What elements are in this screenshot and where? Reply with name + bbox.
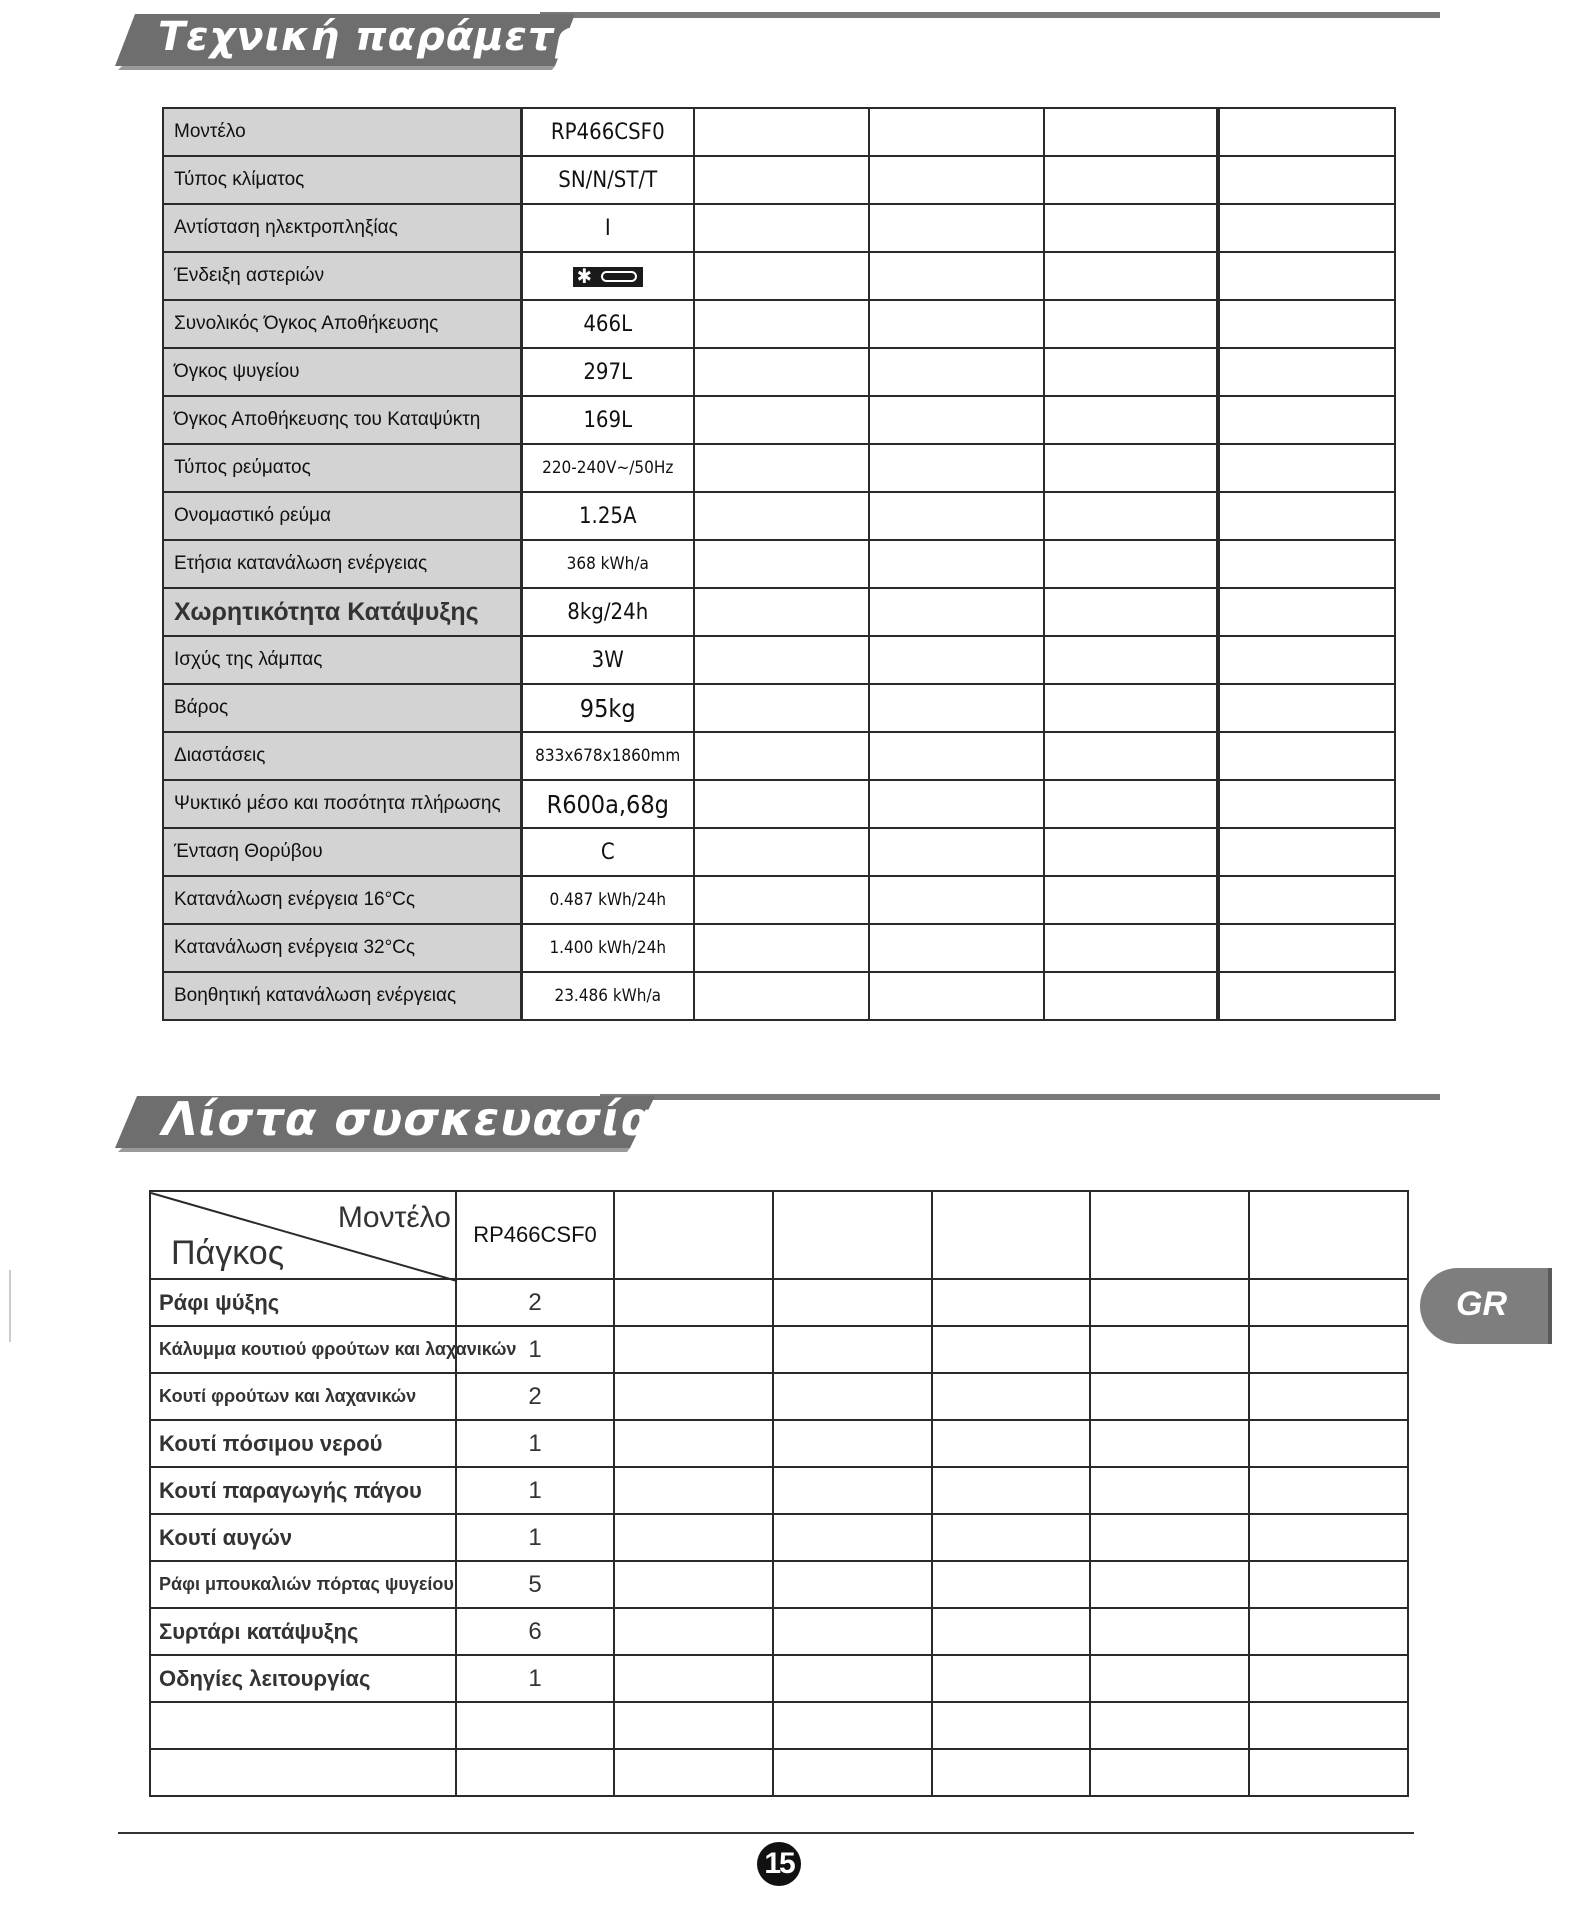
empty-cell bbox=[1218, 972, 1395, 1020]
packing-item-label bbox=[150, 1702, 456, 1749]
empty-cell bbox=[1218, 396, 1395, 444]
empty-cell bbox=[694, 108, 869, 156]
header-model-value: RP466CSF0 bbox=[456, 1191, 614, 1279]
empty-cell bbox=[773, 1420, 932, 1467]
empty-cell bbox=[932, 1467, 1090, 1514]
empty-cell bbox=[1090, 1326, 1249, 1373]
diagonal-header-cell bbox=[150, 1191, 456, 1279]
empty-cell bbox=[869, 156, 1044, 204]
packing-item-quantity: 1 bbox=[456, 1326, 614, 1373]
empty-cell bbox=[773, 1561, 932, 1608]
spec-row bbox=[163, 348, 1395, 396]
empty-cell bbox=[773, 1467, 932, 1514]
empty-cell bbox=[869, 732, 1044, 780]
empty-cell bbox=[932, 1326, 1090, 1373]
empty-cell bbox=[932, 1420, 1090, 1467]
empty-cell bbox=[1249, 1561, 1408, 1608]
packing-item-quantity: 5 bbox=[456, 1561, 614, 1608]
empty-cell bbox=[869, 348, 1044, 396]
empty-cell bbox=[1044, 876, 1218, 924]
empty-cell bbox=[1044, 588, 1218, 636]
empty-cell bbox=[773, 1749, 932, 1796]
empty-cell bbox=[1218, 108, 1395, 156]
packing-item-quantity: 2 bbox=[456, 1279, 614, 1326]
empty-cell bbox=[694, 300, 869, 348]
empty-cell bbox=[869, 300, 1044, 348]
packing-item-label: Κουτί φρούτων και λαχανικών bbox=[150, 1373, 456, 1420]
packing-item-label: Κουτί αυγών bbox=[150, 1514, 456, 1561]
technical-title: Τεχνική παράμετρος bbox=[158, 14, 638, 60]
empty-cell bbox=[1218, 156, 1395, 204]
empty-cell bbox=[932, 1373, 1090, 1420]
spec-label: Συνολικός Όγκος Αποθήκευσης bbox=[163, 300, 521, 348]
spec-value: SN/N/ST/T bbox=[521, 156, 694, 204]
empty-cell bbox=[1090, 1655, 1249, 1702]
empty-cell bbox=[694, 252, 869, 300]
spec-row bbox=[163, 300, 1395, 348]
empty-cell bbox=[1044, 108, 1218, 156]
empty-cell bbox=[614, 1279, 773, 1326]
spec-label: Τύπος κλίματος bbox=[163, 156, 521, 204]
spec-value: 1.400 kWh/24h bbox=[521, 924, 694, 972]
empty-cell bbox=[694, 204, 869, 252]
packing-item-label: Κουτί πόσιμου νερού bbox=[150, 1420, 456, 1467]
spec-label: Ονομαστικό ρεύμα bbox=[163, 492, 521, 540]
empty-cell bbox=[1090, 1702, 1249, 1749]
spec-label: Αντίσταση ηλεκτροπληξίας bbox=[163, 204, 521, 252]
empty-cell bbox=[1249, 1373, 1408, 1420]
spec-label: Κατανάλωση ενέργεια 32°Cς bbox=[163, 924, 521, 972]
empty-cell bbox=[694, 588, 869, 636]
spec-label: Κατανάλωση ενέργεια 16°Cς bbox=[163, 876, 521, 924]
empty-cell bbox=[1249, 1608, 1408, 1655]
spec-value: I bbox=[521, 204, 694, 252]
empty-cell bbox=[1249, 1655, 1408, 1702]
empty-cell bbox=[1090, 1420, 1249, 1467]
empty-cell bbox=[614, 1420, 773, 1467]
language-tab bbox=[1420, 1268, 1550, 1344]
empty-cell bbox=[614, 1561, 773, 1608]
empty-cell bbox=[932, 1608, 1090, 1655]
spec-value: R600a,68g bbox=[521, 780, 694, 828]
spec-value: 0.487 kWh/24h bbox=[521, 876, 694, 924]
packing-item-quantity bbox=[456, 1749, 614, 1796]
empty-cell bbox=[1218, 540, 1395, 588]
empty-cell bbox=[869, 492, 1044, 540]
empty-cell bbox=[614, 1326, 773, 1373]
empty-cell bbox=[694, 828, 869, 876]
empty-cell bbox=[869, 588, 1044, 636]
language-tab-label: GR bbox=[1456, 1285, 1507, 1323]
empty-cell bbox=[614, 1373, 773, 1420]
empty-cell bbox=[1249, 1514, 1408, 1561]
spec-row bbox=[163, 252, 1395, 300]
spec-value: 833x678x1860mm bbox=[521, 732, 694, 780]
packing-header-row bbox=[150, 1191, 1408, 1279]
spec-label: Διαστάσεις bbox=[163, 732, 521, 780]
empty-cell bbox=[1218, 492, 1395, 540]
packing-title: Λίστα συσκευασίας bbox=[162, 1092, 682, 1146]
empty-cell bbox=[614, 1608, 773, 1655]
empty-cell bbox=[1090, 1373, 1249, 1420]
empty-cell bbox=[1090, 1561, 1249, 1608]
empty-cell bbox=[869, 780, 1044, 828]
empty-cell bbox=[869, 636, 1044, 684]
empty-cell bbox=[1044, 540, 1218, 588]
empty-cell bbox=[1044, 444, 1218, 492]
spec-label: Βοηθητική κατανάλωση ενέργειας bbox=[163, 972, 521, 1020]
empty-cell bbox=[869, 924, 1044, 972]
spec-row bbox=[163, 588, 1395, 636]
empty-cell bbox=[614, 1467, 773, 1514]
empty-cell bbox=[1249, 1326, 1408, 1373]
spec-value: 169L bbox=[521, 396, 694, 444]
empty-cell bbox=[1044, 828, 1218, 876]
spec-label: Ένδειξη αστεριών bbox=[163, 252, 521, 300]
packing-row bbox=[150, 1608, 1408, 1655]
empty-cell bbox=[869, 444, 1044, 492]
spec-label: Ένταση Θορύβου bbox=[163, 828, 521, 876]
empty-cell bbox=[1090, 1514, 1249, 1561]
packing-row bbox=[150, 1373, 1408, 1420]
spec-value: 23.486 kWh/a bbox=[521, 972, 694, 1020]
empty-cell bbox=[932, 1702, 1090, 1749]
spec-row bbox=[163, 828, 1395, 876]
spec-value: 220-240V~/50Hz bbox=[521, 444, 694, 492]
empty-cell bbox=[694, 780, 869, 828]
packing-row bbox=[150, 1702, 1408, 1749]
empty-cell bbox=[1218, 924, 1395, 972]
empty-cell bbox=[1044, 204, 1218, 252]
empty-cell bbox=[1044, 252, 1218, 300]
packing-row bbox=[150, 1749, 1408, 1796]
spec-value: 297L bbox=[521, 348, 694, 396]
empty-cell bbox=[694, 444, 869, 492]
empty-cell bbox=[694, 492, 869, 540]
empty-cell bbox=[614, 1191, 773, 1279]
empty-cell bbox=[1044, 396, 1218, 444]
packing-list-table bbox=[149, 1190, 1409, 1797]
packing-item-quantity: 1 bbox=[456, 1514, 614, 1561]
empty-cell bbox=[694, 348, 869, 396]
empty-cell bbox=[1044, 300, 1218, 348]
page-number: 15 bbox=[757, 1842, 801, 1886]
header-model-label: Μοντέλο bbox=[337, 1201, 451, 1234]
empty-cell bbox=[1218, 252, 1395, 300]
spec-label: Ετήσια κατανάλωση ενέργειας bbox=[163, 540, 521, 588]
packing-row bbox=[150, 1420, 1408, 1467]
empty-cell bbox=[694, 732, 869, 780]
packing-row bbox=[150, 1326, 1408, 1373]
empty-cell bbox=[694, 972, 869, 1020]
empty-cell bbox=[614, 1655, 773, 1702]
spec-label: Ψυκτικό μέσο και ποσότητα πλήρωσης bbox=[163, 780, 521, 828]
empty-cell bbox=[1249, 1467, 1408, 1514]
empty-cell bbox=[932, 1279, 1090, 1326]
spec-label: Τύπος ρεύματος bbox=[163, 444, 521, 492]
packing-item-quantity: 1 bbox=[456, 1467, 614, 1514]
spec-row bbox=[163, 204, 1395, 252]
packing-row bbox=[150, 1279, 1408, 1326]
spec-row bbox=[163, 780, 1395, 828]
empty-cell bbox=[869, 540, 1044, 588]
empty-cell bbox=[1044, 780, 1218, 828]
header-item-label: Πάγκος bbox=[171, 1234, 285, 1272]
freezer-star-rating-icon: ✱ bbox=[573, 267, 643, 287]
empty-cell bbox=[1044, 348, 1218, 396]
spec-row bbox=[163, 156, 1395, 204]
spec-row bbox=[163, 396, 1395, 444]
empty-cell bbox=[932, 1749, 1090, 1796]
empty-cell bbox=[1218, 204, 1395, 252]
spec-row bbox=[163, 636, 1395, 684]
packing-item-label: Συρτάρι κατάψυξης bbox=[150, 1608, 456, 1655]
empty-cell bbox=[1249, 1702, 1408, 1749]
empty-cell bbox=[773, 1514, 932, 1561]
empty-cell bbox=[1218, 636, 1395, 684]
spec-value: 8kg/24h bbox=[521, 588, 694, 636]
packing-item-quantity: 1 bbox=[456, 1655, 614, 1702]
spec-label: Χωρητικότητα Κατάψυξης bbox=[163, 588, 521, 636]
empty-cell bbox=[614, 1702, 773, 1749]
spec-row bbox=[163, 684, 1395, 732]
spec-row bbox=[163, 876, 1395, 924]
section-header-packing bbox=[0, 1088, 1578, 1168]
spec-value: 368 kWh/a bbox=[521, 540, 694, 588]
spec-label: Μοντέλο bbox=[163, 108, 521, 156]
margin-mark bbox=[9, 1270, 11, 1342]
empty-cell bbox=[1044, 492, 1218, 540]
spec-row bbox=[163, 492, 1395, 540]
packing-row bbox=[150, 1655, 1408, 1702]
empty-cell bbox=[869, 828, 1044, 876]
empty-cell bbox=[1218, 876, 1395, 924]
packing-item-quantity: 1 bbox=[456, 1420, 614, 1467]
empty-cell bbox=[773, 1655, 932, 1702]
empty-cell bbox=[1218, 828, 1395, 876]
spec-value: 3W bbox=[521, 636, 694, 684]
empty-cell bbox=[773, 1326, 932, 1373]
empty-cell bbox=[1090, 1467, 1249, 1514]
technical-spec-table bbox=[162, 107, 1396, 1021]
empty-cell bbox=[1218, 732, 1395, 780]
footer-rule bbox=[118, 1832, 1414, 1834]
empty-cell bbox=[1044, 924, 1218, 972]
empty-cell bbox=[932, 1514, 1090, 1561]
empty-cell bbox=[1218, 348, 1395, 396]
spec-row bbox=[163, 732, 1395, 780]
spec-row bbox=[163, 444, 1395, 492]
empty-cell bbox=[694, 684, 869, 732]
spec-value: RP466CSF0 bbox=[521, 108, 694, 156]
spec-label: Όγκος ψυγείου bbox=[163, 348, 521, 396]
empty-cell bbox=[1218, 588, 1395, 636]
empty-cell bbox=[1090, 1608, 1249, 1655]
packing-item-label bbox=[150, 1749, 456, 1796]
empty-cell bbox=[1249, 1420, 1408, 1467]
empty-cell bbox=[1249, 1279, 1408, 1326]
spec-label: Βάρος bbox=[163, 684, 521, 732]
empty-cell bbox=[1218, 300, 1395, 348]
spec-row bbox=[163, 540, 1395, 588]
empty-cell bbox=[694, 876, 869, 924]
empty-cell bbox=[614, 1749, 773, 1796]
empty-cell bbox=[869, 876, 1044, 924]
empty-cell bbox=[773, 1608, 932, 1655]
packing-item-label: Κάλυμμα κουτιού φρούτων και λαχανικών bbox=[150, 1326, 456, 1373]
empty-cell bbox=[1044, 732, 1218, 780]
empty-cell bbox=[932, 1655, 1090, 1702]
empty-cell bbox=[869, 252, 1044, 300]
packing-row bbox=[150, 1514, 1408, 1561]
spec-value: 1.25A bbox=[521, 492, 694, 540]
spec-row bbox=[163, 972, 1395, 1020]
empty-cell bbox=[932, 1191, 1090, 1279]
empty-cell bbox=[694, 924, 869, 972]
empty-cell bbox=[869, 972, 1044, 1020]
empty-cell bbox=[869, 684, 1044, 732]
spec-row bbox=[163, 924, 1395, 972]
packing-item-quantity bbox=[456, 1702, 614, 1749]
packing-item-label: Κουτί παραγωγής πάγου bbox=[150, 1467, 456, 1514]
empty-cell bbox=[694, 540, 869, 588]
empty-cell bbox=[869, 396, 1044, 444]
packing-item-quantity: 6 bbox=[456, 1608, 614, 1655]
packing-item-quantity: 2 bbox=[456, 1373, 614, 1420]
spec-value: 466L bbox=[521, 300, 694, 348]
empty-cell bbox=[1249, 1749, 1408, 1796]
spec-value: C bbox=[521, 828, 694, 876]
empty-cell bbox=[1090, 1279, 1249, 1326]
empty-cell bbox=[773, 1279, 932, 1326]
packing-row bbox=[150, 1467, 1408, 1514]
empty-cell bbox=[1218, 780, 1395, 828]
empty-cell bbox=[614, 1514, 773, 1561]
empty-cell bbox=[869, 108, 1044, 156]
empty-cell bbox=[869, 204, 1044, 252]
packing-item-label: Οδηγίες λειτουργίας bbox=[150, 1655, 456, 1702]
packing-item-label: Ράφι μπουκαλιών πόρτας ψυγείου bbox=[150, 1561, 456, 1608]
empty-cell bbox=[1090, 1749, 1249, 1796]
spec-value bbox=[521, 252, 694, 300]
empty-cell bbox=[1090, 1191, 1249, 1279]
empty-cell bbox=[1044, 684, 1218, 732]
empty-cell bbox=[932, 1561, 1090, 1608]
empty-cell bbox=[694, 636, 869, 684]
empty-cell bbox=[773, 1191, 932, 1279]
empty-cell bbox=[1249, 1191, 1408, 1279]
empty-cell bbox=[694, 156, 869, 204]
empty-cell bbox=[773, 1373, 932, 1420]
empty-cell bbox=[1044, 156, 1218, 204]
spec-label: Όγκος Αποθήκευσης του Καταψύκτη bbox=[163, 396, 521, 444]
empty-cell bbox=[1044, 972, 1218, 1020]
spec-label: Ισχύς της λάμπας bbox=[163, 636, 521, 684]
empty-cell bbox=[694, 396, 869, 444]
empty-cell bbox=[1044, 636, 1218, 684]
section-header-technical bbox=[0, 4, 1578, 84]
spec-row bbox=[163, 108, 1395, 156]
empty-cell bbox=[1218, 444, 1395, 492]
empty-cell bbox=[1218, 684, 1395, 732]
spec-value: 95kg bbox=[521, 684, 694, 732]
packing-row bbox=[150, 1561, 1408, 1608]
packing-item-label: Ράφι ψύξης bbox=[150, 1279, 456, 1326]
empty-cell bbox=[773, 1702, 932, 1749]
